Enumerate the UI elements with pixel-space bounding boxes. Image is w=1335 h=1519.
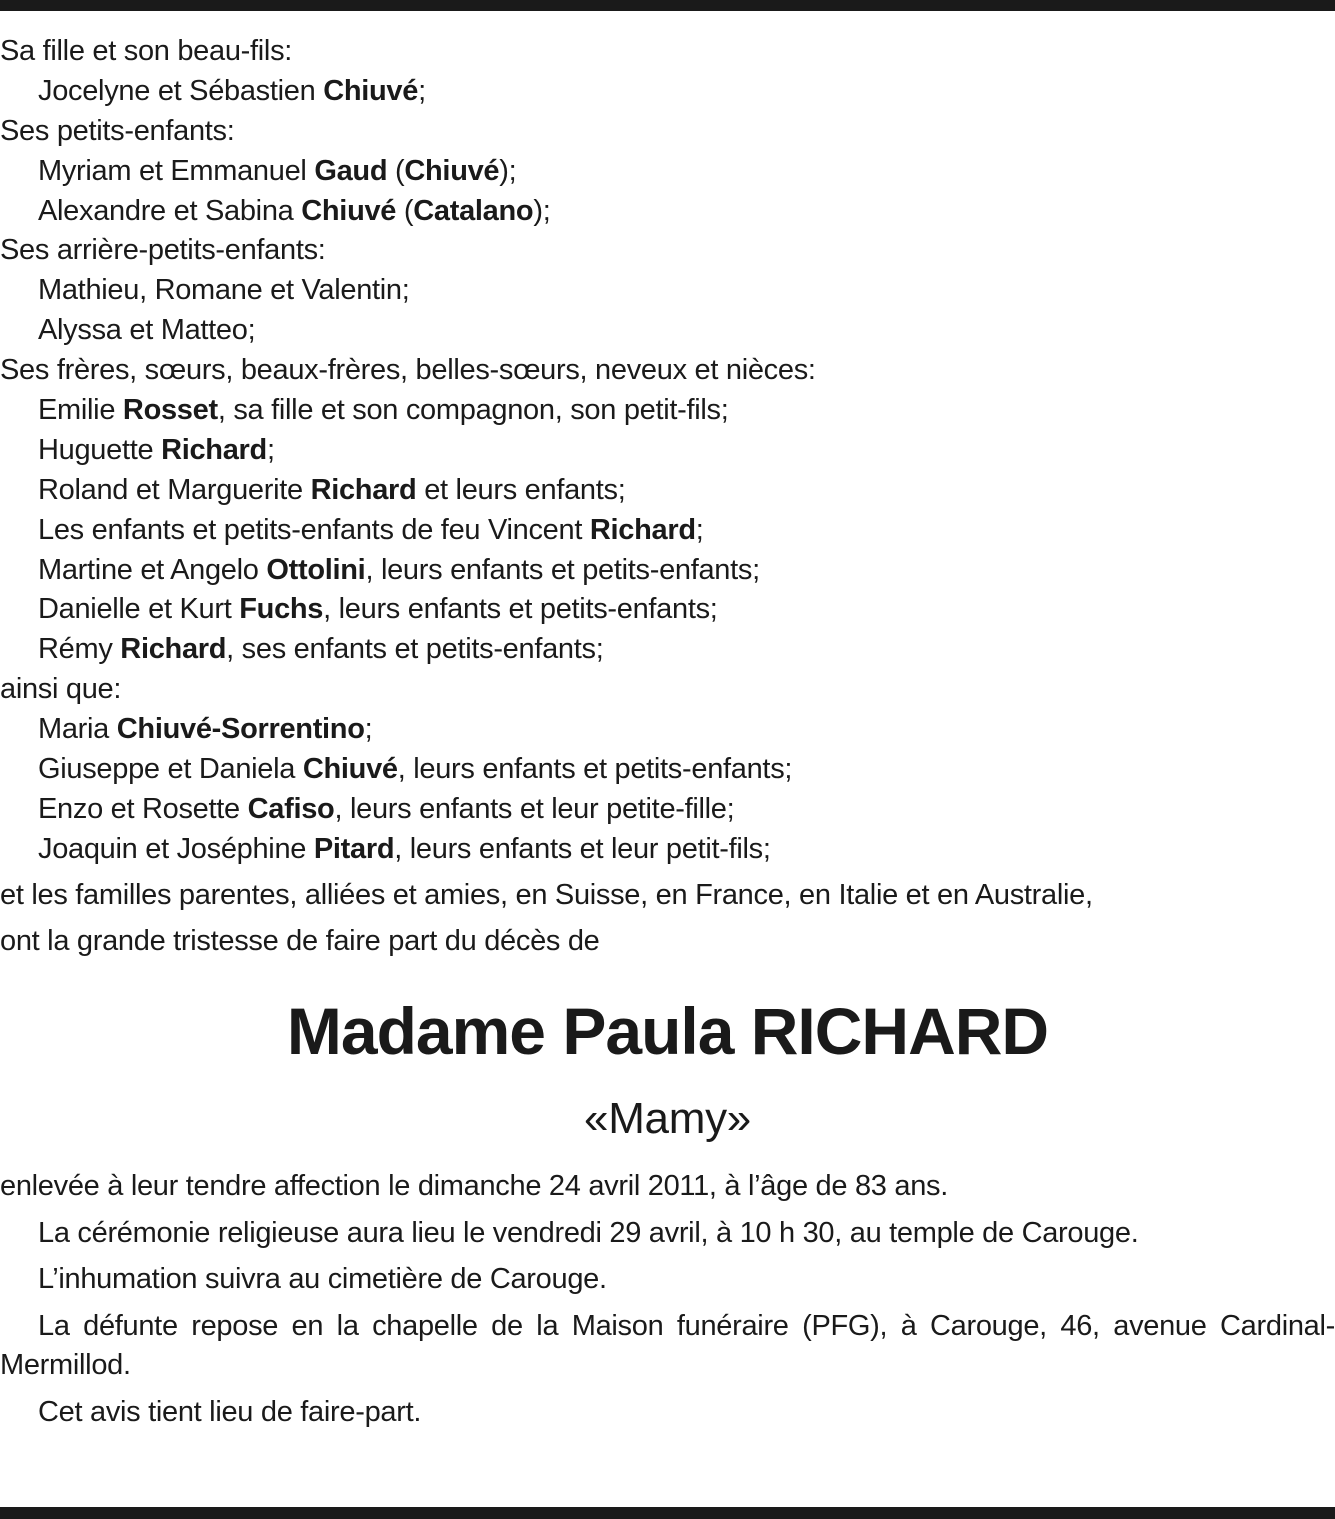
burial-paragraph: L’inhumation suivra au cimetière de Carouge. (38, 1263, 607, 1296)
also-heading: ainsi que: (0, 673, 122, 706)
daughter-heading: Sa fille et son beau-fils: (0, 35, 293, 67)
sibling-line: Huguette Richard; (38, 433, 275, 466)
sibling-line: Emilie Rosset, sa fille et son compagnon, son petit-fils; (38, 394, 729, 427)
also-line: Giuseppe et Daniela Chiuvé, leurs enfants et petits-enfants; (38, 753, 793, 786)
siblings-heading: Ses frères, sœurs, beaux-frères, belles-sœurs, neveux et nièces: (0, 354, 816, 387)
deceased-nickname: «Mamy» (584, 1094, 751, 1144)
notice-paragraph: Cet avis tient lieu de faire-part. (38, 1395, 422, 1428)
top-rule (0, 0, 1335, 11)
great-grandchild-line: Mathieu, Romane et Valentin; (38, 274, 410, 307)
rest-paragraph: La défunte repose en la chapelle de la Maison funéraire (PFG), à Carouge, 46, avenue Cardinal-Mermillod. (0, 1309, 1335, 1382)
sibling-line: Rémy Richard, ses enfants et petits-enfants; (38, 633, 604, 666)
deceased-name: Madame Paula RICHARD (286, 994, 1049, 1069)
great-grandchildren-heading: Ses arrière-petits-enfants: (0, 234, 326, 267)
also-line: Enzo et Rosette Cafiso, leurs enfants et leur petite-fille; (38, 792, 735, 825)
sibling-line: Martine et Angelo Ottolini, leurs enfants et petits-enfants; (38, 553, 760, 586)
sibling-line: Roland et Marguerite Richard et leurs enfants; (38, 473, 626, 506)
ceremony-paragraph: La cérémonie religieuse aura lieu le vendredi 29 avril, à 10 h 30, au temple de Carouge. (38, 1216, 1139, 1249)
families-line: et les familles parentes, alliées et amies, en Suisse, en France, en Italie et en Australie, (0, 878, 1093, 911)
grandchild-line: Myriam et Emmanuel Gaud (Chiuvé); (38, 154, 517, 187)
announcement-line: ont la grande tristesse de faire part du décès de (0, 924, 600, 957)
sibling-line: Danielle et Kurt Fuchs, leurs enfants et petits-enfants; (38, 593, 718, 626)
obituary-body (0, 32, 1335, 1432)
bottom-rule (0, 1507, 1335, 1519)
daughter-line: Jocelyne et Sébastien Chiuvé; (38, 74, 426, 107)
great-grandchild-line: Alyssa et Matteo; (38, 314, 256, 347)
passing-paragraph: enlevée à leur tendre affection le dimanche 24 avril 2011, à l’âge de 83 ans. (0, 1170, 948, 1203)
grandchildren-heading: Ses petits-enfants: (0, 114, 235, 147)
also-line: Joaquin et Joséphine Pitard, leurs enfants et leur petit-fils; (38, 832, 771, 865)
grandchild-line: Alexandre et Sabina Chiuvé (Catalano); (38, 194, 551, 227)
sibling-line: Les enfants et petits-enfants de feu Vincent Richard; (38, 513, 704, 546)
also-line: Maria Chiuvé-Sorrentino; (38, 713, 373, 746)
